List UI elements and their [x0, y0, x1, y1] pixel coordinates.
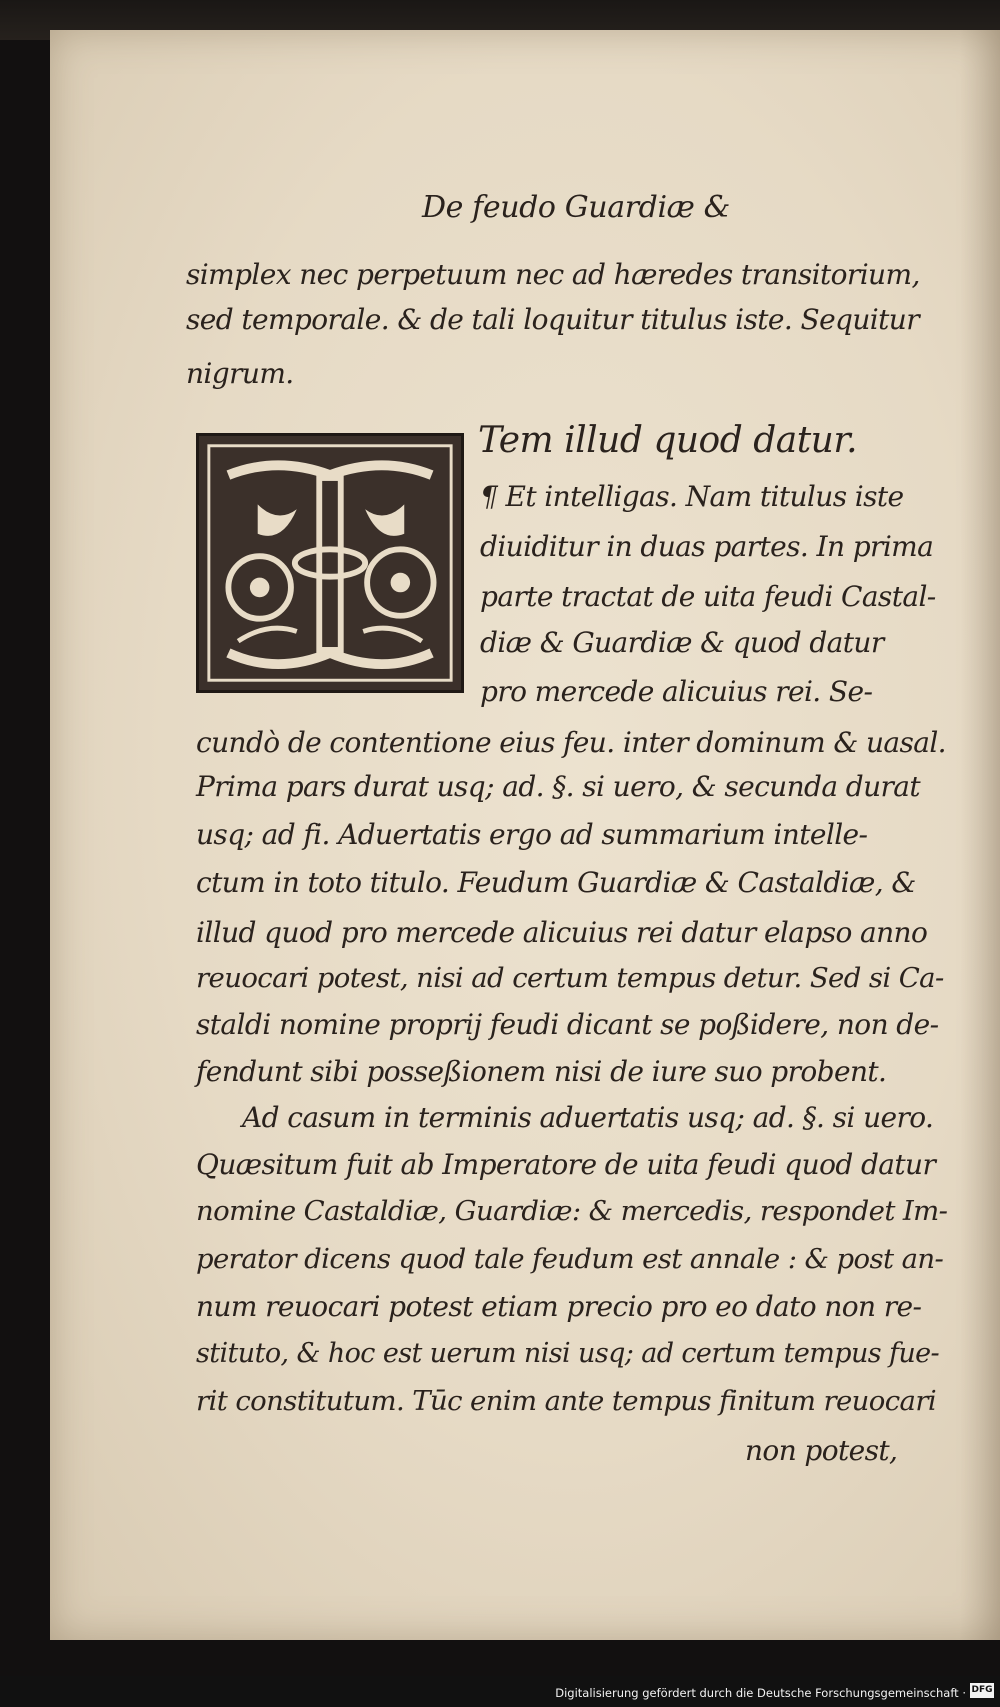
- ornamental-initial-icon: [199, 436, 461, 690]
- text-line: perator dicens quod tale feudum est annale : & post an-: [196, 1243, 944, 1275]
- text-line: Quæsitum fuit ab Imperatore de uita feudi quod datur: [196, 1148, 936, 1181]
- text-line: ¶ Et intelligas. Nam titulus iste: [480, 480, 904, 513]
- text-line: parte tractat de uita feudi Castal-: [480, 580, 936, 613]
- text-line: simplex nec perpetuum nec ad hæredes transitorium,: [186, 258, 920, 291]
- text-line: nomine Castaldiæ, Guardiæ: & mercedis, respondet Im-: [196, 1195, 948, 1227]
- decorated-initial-i: [196, 433, 464, 693]
- text-line: stituto, & hoc est uerum nisi usq; ad certum tempus fue-: [196, 1338, 940, 1369]
- text-line: fendunt sibi posseßionem nisi de iure suo probent.: [196, 1055, 887, 1088]
- text-line: diæ & Guardiæ & quod datur: [480, 626, 884, 659]
- running-head: De feudo Guardiæ &: [422, 190, 730, 225]
- text-line: illud quod pro mercede alicuius rei datur elapso anno: [196, 916, 928, 949]
- text-line: rit constitutum. Tūc enim ante tempus finitum reuocari: [196, 1385, 937, 1417]
- text-line: Prima pars durat usq; ad. §. si uero, & secunda durat: [196, 770, 921, 803]
- section-title: Tem illud quod datur.: [478, 420, 858, 461]
- text-line: staldi nomine proprij feudi dicant se poßidere, non de-: [196, 1008, 939, 1041]
- text-line: diuiditur in duas partes. In prima: [480, 530, 934, 563]
- text-line: Ad casum in terminis aduertatis usq; ad. §. si uero.: [242, 1101, 934, 1134]
- text-line: ctum in toto titulo. Feudum Guardiæ & Castaldiæ, &: [196, 866, 916, 899]
- digitization-credit: Digitalisierung gefördert durch die Deutsche Forschungsgemeinschaft ·: [555, 1686, 966, 1700]
- text-line: pro mercede alicuius rei. Se-: [480, 675, 873, 708]
- text-line: reuocari potest, nisi ad certum tempus detur. Sed si Ca-: [196, 962, 944, 994]
- text-line: nigrum.: [186, 357, 294, 390]
- text-line: non potest,: [745, 1434, 898, 1467]
- text-line: cundò de contentione eius feu. inter dominum & uasal.: [196, 726, 946, 759]
- text-line: usq; ad fi. Aduertatis ergo ad summarium intelle-: [196, 818, 868, 851]
- text-line: num reuocari potest etiam precio pro eo dato non re-: [196, 1290, 922, 1323]
- dfg-logo: DFG: [970, 1683, 994, 1698]
- text-line: sed temporale. & de tali loquitur titulus iste. Sequitur: [186, 303, 920, 336]
